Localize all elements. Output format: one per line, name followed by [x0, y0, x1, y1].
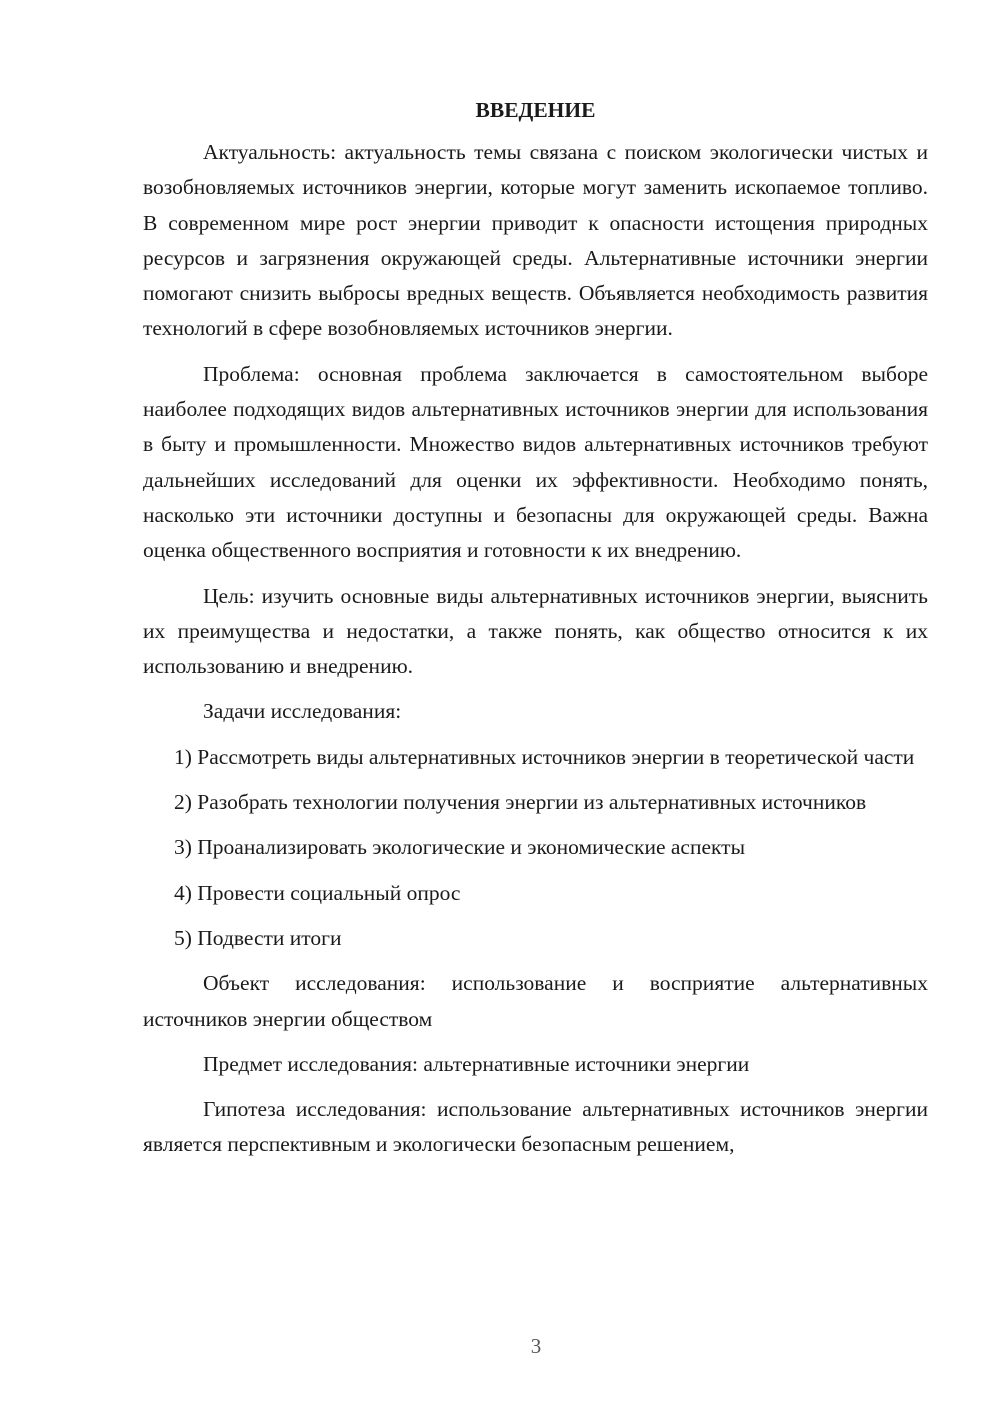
task-item-2: 2) Разобрать технологии получения энергии из альтернативных источников — [174, 790, 867, 815]
page-number: 3 — [530, 1334, 542, 1358]
tasks-label: Задачи исследования: — [203, 699, 402, 724]
subject-paragraph: Предмет исследования: альтернативные источники энергии — [203, 1051, 750, 1076]
goal-paragraph: Цель: изучить основные виды альтернативных источников энергии, выяснить их преимущества и недостатки, а также понять, как общество относится к их использованию и внедрению. — [143, 583, 928, 679]
object-paragraph: Объект исследования: использование и восприятие альтернативных источников энергии обществом — [143, 971, 928, 1031]
document-page — [143, 95, 928, 1173]
section-heading: ВВЕДЕНИЕ — [475, 98, 596, 122]
hypothesis-paragraph: Гипотеза исследования: использование альтернативных источников энергии является перспективным и экологически безопасным решением, — [143, 1097, 928, 1157]
relevance-paragraph: Актуальность: актуальность темы связана с поиском экологически чистых и возобновляемых источников энергии, которые могут заменить ископаемое топливо. В современном мире рост энергии приводит к опасности истощения природных ресурсов и загрязнения окружающей среды. Альтернативные источники энергии помогают снизить выбросы вредных веществ. Объявляется необходимость развития технологий в сфере возобновляемых источников энергии. — [143, 140, 928, 341]
task-item-5: 5) Подвести итоги — [174, 925, 342, 950]
task-item-3: 3) Проанализировать экологические и экономические аспекты — [174, 835, 746, 860]
problem-paragraph: Проблема: основная проблема заключается в самостоятельном выборе наиболее подходящих видов альтернативных источников энергии для использования в быту и промышленности. Множество видов альтернативных источников требуют дальнейших исследований для оценки их эффективности. Необходимо понять, насколько эти источники доступны и безопасны для окружающей среды. Важна оценка общественного восприятия и готовности к их внедрению. — [143, 361, 928, 563]
task-item-4: 4) Провести социальный опрос — [174, 880, 461, 905]
task-item-1: 1) Рассмотреть виды альтернативных источников энергии в теоретической части — [174, 744, 915, 769]
